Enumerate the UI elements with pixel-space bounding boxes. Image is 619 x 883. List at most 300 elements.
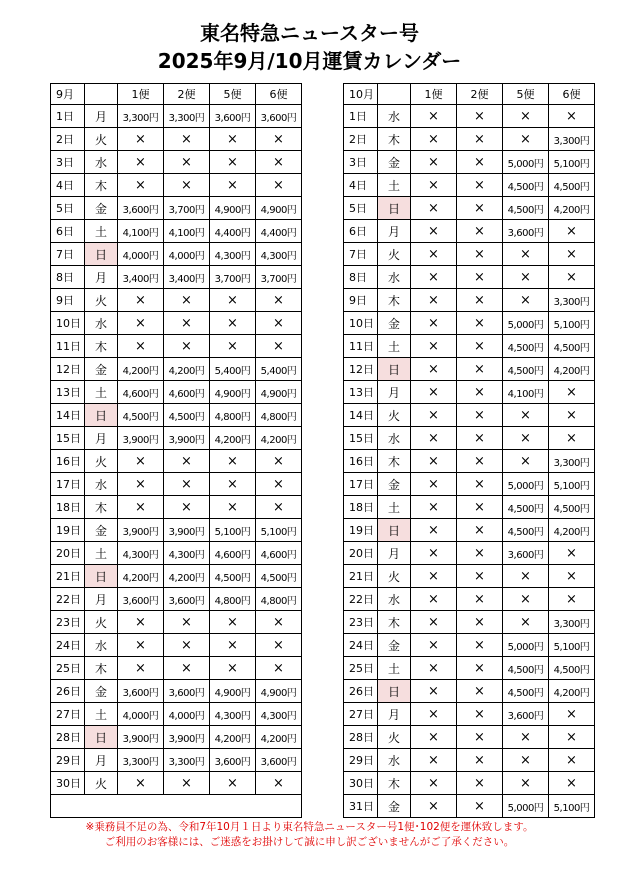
fare-cell: × — [210, 473, 256, 496]
fare-cell: × — [457, 772, 503, 795]
fare-cell: × — [457, 128, 503, 151]
fare-cell: × — [457, 703, 503, 726]
fare-cell: × — [411, 312, 457, 335]
fare-cell: 3,700円 — [256, 266, 302, 289]
fare-cell: × — [503, 772, 549, 795]
fare-cell: 4,900円 — [210, 680, 256, 703]
fare-cell: 4,900円 — [256, 680, 302, 703]
fare-cell: × — [457, 726, 503, 749]
weekday-cell: 金 — [85, 358, 118, 381]
fare-cell: 4,200円 — [210, 726, 256, 749]
fare-cell: 4,600円 — [164, 381, 210, 404]
fare-cell: 4,500円 — [118, 404, 164, 427]
table-row — [51, 749, 302, 772]
column-header: 1便 — [118, 84, 164, 105]
october-fare-table — [343, 83, 595, 818]
fare-cell: × — [164, 151, 210, 174]
date-cell: 15日 — [51, 427, 85, 450]
table-row — [51, 266, 302, 289]
fare-cell: 4,300円 — [210, 703, 256, 726]
date-cell: 12日 — [51, 358, 85, 381]
table-row — [51, 358, 302, 381]
fare-cell: × — [411, 588, 457, 611]
weekday-cell: 月 — [378, 703, 411, 726]
table-row — [344, 749, 595, 772]
column-header: 2便 — [457, 84, 503, 105]
date-cell: 21日 — [344, 565, 378, 588]
date-cell: 26日 — [51, 680, 85, 703]
fare-cell: × — [411, 496, 457, 519]
fare-cell: 4,800円 — [256, 404, 302, 427]
fare-cell: × — [503, 588, 549, 611]
fare-cell: × — [457, 220, 503, 243]
table-row — [344, 128, 595, 151]
weekday-cell: 月 — [378, 381, 411, 404]
fare-cell: × — [549, 703, 595, 726]
fare-cell: × — [256, 450, 302, 473]
weekday-cell: 土 — [85, 542, 118, 565]
fare-cell: 4,500円 — [210, 565, 256, 588]
weekday-cell: 水 — [378, 105, 411, 128]
table-row — [51, 381, 302, 404]
fare-cell: 4,300円 — [210, 243, 256, 266]
fare-cell: × — [457, 473, 503, 496]
date-cell: 12日 — [344, 358, 378, 381]
fare-cell: × — [503, 266, 549, 289]
fare-cell: × — [457, 588, 503, 611]
fare-cell: × — [256, 772, 302, 795]
fare-cell: 3,300円 — [118, 105, 164, 128]
weekday-cell: 木 — [85, 335, 118, 358]
fare-cell: × — [118, 611, 164, 634]
date-cell: 14日 — [344, 404, 378, 427]
fare-cell: 4,900円 — [256, 197, 302, 220]
table-row — [344, 266, 595, 289]
weekday-cell: 水 — [378, 749, 411, 772]
fare-cell: × — [457, 404, 503, 427]
fare-cell: × — [118, 496, 164, 519]
fare-cell: × — [457, 427, 503, 450]
fare-cell: × — [164, 312, 210, 335]
fare-cell: 4,300円 — [256, 703, 302, 726]
date-cell: 4日 — [51, 174, 85, 197]
date-cell: 1日 — [51, 105, 85, 128]
date-cell: 27日 — [51, 703, 85, 726]
fare-cell: 3,300円 — [549, 128, 595, 151]
fare-cell: × — [503, 450, 549, 473]
fare-cell: × — [164, 128, 210, 151]
weekday-cell: 土 — [85, 220, 118, 243]
weekday-cell: 日 — [85, 726, 118, 749]
fare-cell: 5,100円 — [549, 312, 595, 335]
fare-cell: × — [411, 519, 457, 542]
fare-cell: 4,500円 — [549, 657, 595, 680]
table-row — [344, 473, 595, 496]
table-row — [51, 611, 302, 634]
empty-row-cell — [51, 795, 302, 818]
fare-cell: × — [256, 335, 302, 358]
date-cell: 17日 — [344, 473, 378, 496]
weekday-cell: 日 — [85, 243, 118, 266]
fare-cell: 4,200円 — [210, 427, 256, 450]
weekday-cell: 土 — [378, 335, 411, 358]
fare-cell: × — [118, 289, 164, 312]
table-row — [344, 335, 595, 358]
table-row — [344, 151, 595, 174]
table-row — [51, 542, 302, 565]
weekday-cell: 月 — [85, 427, 118, 450]
fare-cell: × — [457, 450, 503, 473]
date-cell: 1日 — [344, 105, 378, 128]
date-cell: 3日 — [344, 151, 378, 174]
date-cell: 18日 — [51, 496, 85, 519]
suspension-notice-line-1: ※乗務員不足の為、令和7年10月１日より東名特急ニュースター号1便･102便を運休致します。 — [85, 821, 534, 833]
table-row — [344, 496, 595, 519]
fare-cell: 3,900円 — [164, 427, 210, 450]
weekday-cell: 火 — [378, 404, 411, 427]
title-line-2: 2025年9月/10月運賃カレンダー — [157, 49, 462, 73]
fare-cell: 4,200円 — [164, 358, 210, 381]
weekday-cell: 木 — [378, 772, 411, 795]
weekday-cell: 日 — [85, 404, 118, 427]
fare-cell: 3,900円 — [118, 519, 164, 542]
fare-cell: × — [549, 105, 595, 128]
fare-cell: × — [549, 381, 595, 404]
fare-cell: × — [210, 174, 256, 197]
date-cell: 9日 — [344, 289, 378, 312]
date-cell: 27日 — [344, 703, 378, 726]
table-row — [51, 174, 302, 197]
table-row — [51, 243, 302, 266]
fare-cell: × — [503, 404, 549, 427]
fare-cell: × — [210, 450, 256, 473]
fare-cell: × — [210, 151, 256, 174]
fare-cell: × — [411, 565, 457, 588]
column-header: 2便 — [164, 84, 210, 105]
fare-cell: × — [411, 427, 457, 450]
table-row — [344, 726, 595, 749]
date-cell: 19日 — [344, 519, 378, 542]
fare-cell: 3,600円 — [164, 680, 210, 703]
date-cell: 29日 — [344, 749, 378, 772]
weekday-cell: 月 — [378, 220, 411, 243]
weekday-cell: 火 — [378, 243, 411, 266]
fare-cell: 3,700円 — [210, 266, 256, 289]
fare-cell: 5,000円 — [503, 634, 549, 657]
weekday-cell: 土 — [378, 496, 411, 519]
fare-cell: × — [411, 243, 457, 266]
date-cell: 24日 — [344, 634, 378, 657]
fare-cell: × — [164, 496, 210, 519]
fare-cell: 3,900円 — [164, 726, 210, 749]
weekday-cell: 水 — [85, 473, 118, 496]
table-row — [51, 151, 302, 174]
weekday-header-blank — [378, 84, 411, 105]
fare-cell: × — [411, 105, 457, 128]
table-row — [344, 381, 595, 404]
table-row — [344, 427, 595, 450]
weekday-cell: 木 — [85, 496, 118, 519]
date-cell: 8日 — [344, 266, 378, 289]
table-row — [344, 105, 595, 128]
table-row — [51, 565, 302, 588]
fare-cell: 4,600円 — [256, 542, 302, 565]
table-row — [51, 496, 302, 519]
fare-cell: × — [411, 703, 457, 726]
fare-cell: 4,200円 — [256, 726, 302, 749]
weekday-header-blank — [85, 84, 118, 105]
fare-cell: × — [411, 289, 457, 312]
fare-cell: × — [503, 289, 549, 312]
fare-cell: × — [164, 772, 210, 795]
month-header: 10月 — [344, 84, 378, 105]
fare-cell: × — [457, 197, 503, 220]
fare-cell: 3,600円 — [210, 749, 256, 772]
fare-cell: × — [164, 174, 210, 197]
weekday-cell: 火 — [85, 450, 118, 473]
fare-cell: × — [411, 220, 457, 243]
fare-cell: × — [411, 473, 457, 496]
fare-cell: × — [164, 657, 210, 680]
date-cell: 28日 — [344, 726, 378, 749]
fare-cell: 3,400円 — [164, 266, 210, 289]
date-cell: 20日 — [51, 542, 85, 565]
fare-cell: × — [503, 565, 549, 588]
table-row — [344, 611, 595, 634]
weekday-cell: 日 — [378, 519, 411, 542]
fare-cell: 4,200円 — [549, 358, 595, 381]
fare-cell: × — [256, 174, 302, 197]
column-header: 6便 — [256, 84, 302, 105]
fare-cell: 5,000円 — [503, 312, 549, 335]
fare-cell: 4,500円 — [549, 335, 595, 358]
weekday-cell: 土 — [378, 657, 411, 680]
fare-cell: × — [210, 496, 256, 519]
weekday-cell: 火 — [85, 611, 118, 634]
fare-cell: × — [411, 795, 457, 818]
table-row — [51, 450, 302, 473]
weekday-cell: 日 — [378, 358, 411, 381]
table-row — [51, 289, 302, 312]
fare-cell: × — [411, 450, 457, 473]
fare-cell: 3,600円 — [256, 105, 302, 128]
fare-cell: 3,900円 — [118, 427, 164, 450]
fare-cell: 3,400円 — [118, 266, 164, 289]
fare-cell: 4,500円 — [503, 174, 549, 197]
fare-cell: 4,900円 — [210, 381, 256, 404]
weekday-cell: 土 — [85, 703, 118, 726]
weekday-cell: 月 — [85, 105, 118, 128]
fare-cell: × — [503, 128, 549, 151]
fare-cell: × — [457, 243, 503, 266]
table-row — [344, 220, 595, 243]
fare-cell: × — [118, 312, 164, 335]
fare-cell: × — [256, 657, 302, 680]
table-row — [344, 197, 595, 220]
table-row — [51, 427, 302, 450]
column-header: 1便 — [411, 84, 457, 105]
table-row — [51, 680, 302, 703]
fare-cell: × — [549, 772, 595, 795]
fare-cell: 4,400円 — [210, 220, 256, 243]
fare-cell: 5,100円 — [210, 519, 256, 542]
weekday-cell: 水 — [378, 427, 411, 450]
table-row — [344, 289, 595, 312]
weekday-cell: 月 — [85, 749, 118, 772]
fare-cell: × — [457, 680, 503, 703]
table-row — [51, 335, 302, 358]
weekday-cell: 水 — [85, 312, 118, 335]
date-cell: 9日 — [51, 289, 85, 312]
fare-cell: 3,300円 — [549, 450, 595, 473]
date-cell: 25日 — [51, 657, 85, 680]
table-row — [344, 404, 595, 427]
fare-cell: × — [118, 657, 164, 680]
fare-cell: × — [164, 450, 210, 473]
fare-cell: 5,000円 — [503, 795, 549, 818]
table-row — [51, 657, 302, 680]
fare-cell: × — [503, 427, 549, 450]
fare-cell: 4,100円 — [503, 381, 549, 404]
fare-cell: × — [118, 634, 164, 657]
weekday-cell: 木 — [378, 611, 411, 634]
fare-cell: × — [411, 542, 457, 565]
date-cell: 19日 — [51, 519, 85, 542]
fare-cell: × — [549, 588, 595, 611]
table-row — [51, 197, 302, 220]
fare-cell: 4,500円 — [503, 657, 549, 680]
date-cell: 30日 — [344, 772, 378, 795]
fare-cell: × — [411, 657, 457, 680]
fare-cell: × — [411, 335, 457, 358]
fare-cell: × — [164, 634, 210, 657]
date-cell: 5日 — [344, 197, 378, 220]
fare-cell: × — [503, 105, 549, 128]
fare-cell: 4,500円 — [503, 197, 549, 220]
date-cell: 8日 — [51, 266, 85, 289]
fare-cell: 3,300円 — [549, 611, 595, 634]
weekday-cell: 木 — [378, 289, 411, 312]
table-row — [51, 519, 302, 542]
fare-cell: 4,500円 — [503, 496, 549, 519]
fare-cell: × — [118, 772, 164, 795]
table-row — [344, 519, 595, 542]
fare-cell: × — [411, 381, 457, 404]
date-cell: 5日 — [51, 197, 85, 220]
title-line-1: 東名特急ニュースター号 — [200, 21, 419, 45]
table-row — [344, 358, 595, 381]
fare-cell: 5,100円 — [549, 473, 595, 496]
fare-cell: × — [256, 634, 302, 657]
fare-cell: 3,900円 — [164, 519, 210, 542]
fare-cell: × — [411, 128, 457, 151]
weekday-cell: 火 — [85, 128, 118, 151]
date-cell: 25日 — [344, 657, 378, 680]
table-row — [51, 473, 302, 496]
fare-cell: 5,100円 — [256, 519, 302, 542]
weekday-cell: 金 — [85, 680, 118, 703]
fare-cell: × — [549, 243, 595, 266]
fare-cell: × — [411, 726, 457, 749]
fare-cell: × — [118, 450, 164, 473]
fare-cell: 4,800円 — [210, 404, 256, 427]
fare-cell: 4,300円 — [164, 542, 210, 565]
fare-cell: × — [457, 657, 503, 680]
date-cell: 31日 — [344, 795, 378, 818]
fare-cell: × — [411, 358, 457, 381]
date-cell: 22日 — [344, 588, 378, 611]
fare-cell: × — [256, 496, 302, 519]
fare-cell: × — [411, 174, 457, 197]
fare-cell: × — [503, 611, 549, 634]
fare-cell: × — [411, 749, 457, 772]
weekday-cell: 木 — [85, 174, 118, 197]
fare-cell: 5,000円 — [503, 473, 549, 496]
fare-cell: 4,200円 — [256, 427, 302, 450]
fare-cell: × — [549, 565, 595, 588]
fare-cell: × — [256, 611, 302, 634]
weekday-cell: 木 — [85, 657, 118, 680]
fare-cell: 4,600円 — [118, 381, 164, 404]
date-cell: 6日 — [51, 220, 85, 243]
fare-cell: × — [457, 335, 503, 358]
fare-cell: × — [457, 266, 503, 289]
table-row — [344, 634, 595, 657]
fare-cell: 4,500円 — [503, 358, 549, 381]
fare-cell: × — [210, 657, 256, 680]
date-cell: 3日 — [51, 151, 85, 174]
date-cell: 2日 — [51, 128, 85, 151]
fare-cell: × — [256, 151, 302, 174]
fare-cell: × — [457, 105, 503, 128]
fare-cell: 3,600円 — [118, 588, 164, 611]
fare-cell: 5,100円 — [549, 151, 595, 174]
date-cell: 28日 — [51, 726, 85, 749]
table-row — [344, 450, 595, 473]
table-row — [344, 565, 595, 588]
fare-cell: × — [411, 680, 457, 703]
fare-cell: 4,200円 — [118, 358, 164, 381]
fare-cell: 3,300円 — [164, 105, 210, 128]
table-row — [344, 772, 595, 795]
fare-cell: × — [457, 312, 503, 335]
fare-cell: × — [457, 519, 503, 542]
date-cell: 4日 — [344, 174, 378, 197]
fare-cell: × — [411, 611, 457, 634]
weekday-cell: 日 — [378, 197, 411, 220]
table-row — [344, 174, 595, 197]
weekday-cell: 月 — [378, 542, 411, 565]
table-row — [344, 243, 595, 266]
weekday-cell: 火 — [378, 565, 411, 588]
fare-cell: × — [210, 128, 256, 151]
table-row — [344, 542, 595, 565]
fare-cell: 3,300円 — [549, 289, 595, 312]
column-header: 5便 — [503, 84, 549, 105]
fare-cell: 3,600円 — [503, 703, 549, 726]
date-cell: 20日 — [344, 542, 378, 565]
fare-cell: 4,000円 — [164, 703, 210, 726]
september-fare-table — [50, 83, 302, 818]
weekday-cell: 火 — [378, 726, 411, 749]
weekday-cell: 日 — [85, 565, 118, 588]
fare-cell: × — [457, 749, 503, 772]
fare-cell: 5,100円 — [549, 795, 595, 818]
fare-cell: × — [457, 542, 503, 565]
date-cell: 13日 — [51, 381, 85, 404]
fare-cell: × — [411, 151, 457, 174]
fare-cell: × — [549, 404, 595, 427]
